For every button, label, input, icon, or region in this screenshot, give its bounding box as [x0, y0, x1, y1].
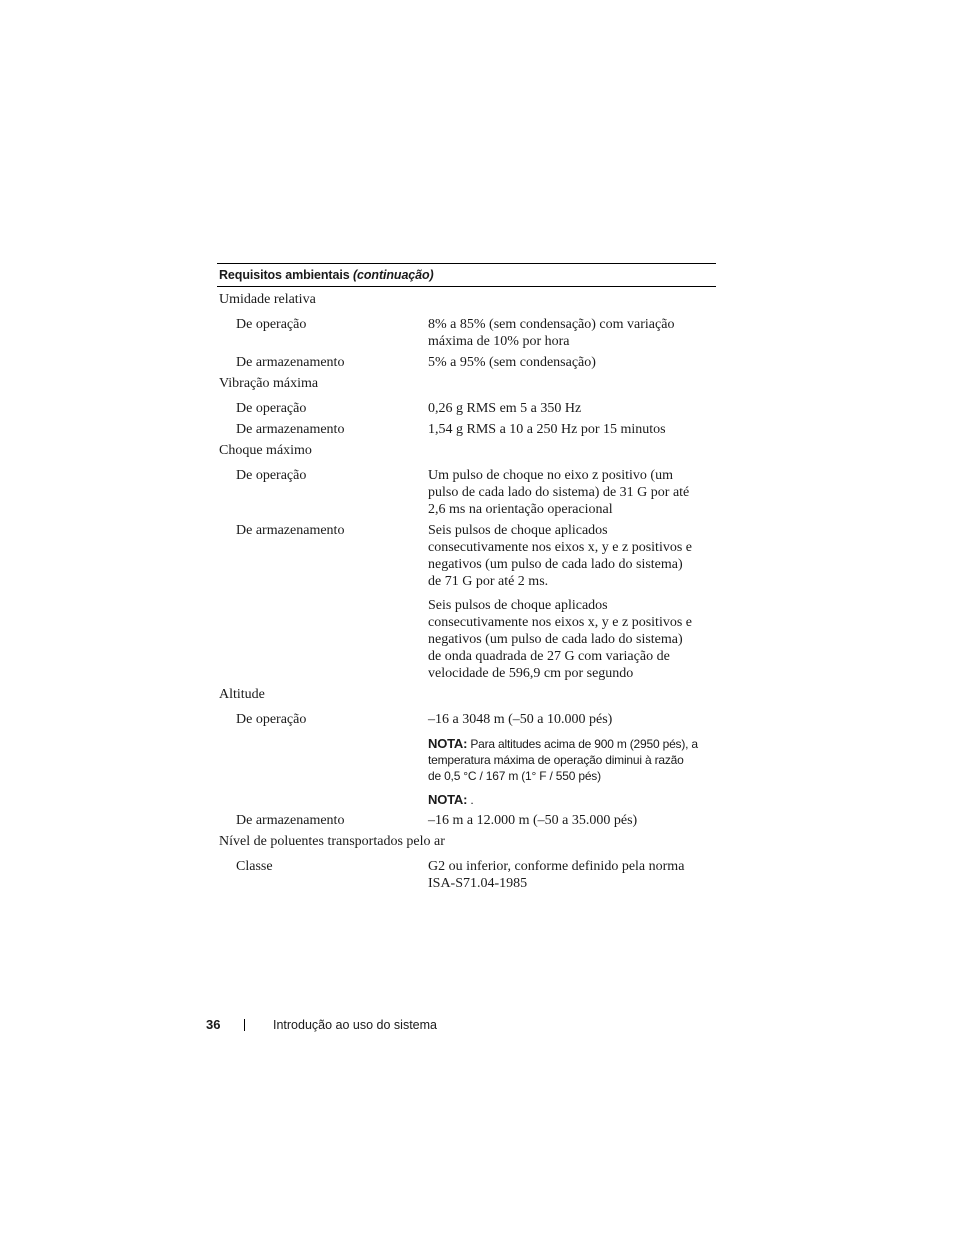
row-value — [428, 354, 698, 371]
value-text: G2 ou inferior, conforme definido pela norma ISA-S71.04-1985 — [428, 859, 685, 891]
table-row — [217, 522, 716, 682]
row-value — [428, 522, 698, 682]
value-text: Seis pulsos de choque aplicados consecutivamente nos eixos x, y e z positivos e negativos (um pulso de cada lado do sistema) de 71 G por até 2 ms. — [428, 523, 692, 589]
row-label: De operação — [236, 468, 307, 483]
value-text: –16 m a 12.000 m (–50 a 35.000 pés) — [428, 813, 638, 828]
value-text: Um pulso de choque no eixo z positivo (um pulso de cada lado do sistema) de 31 G por até 2,6 ms na orientação operacional — [428, 468, 690, 517]
category-airborne-contaminants: Nível de poluentes transportados pelo ar — [219, 834, 445, 849]
category-altitude: Altitude — [219, 687, 265, 702]
table-body — [217, 291, 716, 892]
value-text: –16 a 3048 m (–50 a 10.000 pés) — [428, 712, 613, 727]
row-label: De operação — [236, 401, 307, 416]
footer-divider — [244, 1019, 245, 1031]
row-value — [428, 400, 698, 417]
row-label: De armazenamento — [236, 355, 345, 370]
row-value — [428, 711, 698, 808]
row-label: Classe — [236, 859, 273, 874]
table-row — [217, 421, 716, 438]
row-value — [428, 858, 698, 892]
value-text: Seis pulsos de choque aplicados consecutivamente nos eixos x, y e z positivos e negativos (um pulso de cada lado do sistema) de onda quadrada de 27 G com variação de velocidade de 596,9 cm por segundo — [428, 598, 692, 681]
row-value — [428, 421, 698, 438]
note-label: NOTA: — [428, 736, 468, 751]
value-text: 5% a 95% (sem condensação) — [428, 355, 596, 370]
row-value — [428, 812, 698, 829]
table-row — [217, 467, 716, 518]
table-row — [217, 711, 716, 808]
row-value — [428, 316, 698, 350]
note — [428, 792, 698, 808]
note-label: NOTA: — [428, 792, 468, 807]
table-row — [217, 354, 716, 371]
note — [428, 736, 698, 784]
page-footer — [206, 1016, 437, 1034]
row-label: De armazenamento — [236, 422, 345, 437]
category-max-shock: Choque máximo — [219, 443, 312, 458]
environmental-requirements-table — [217, 263, 716, 892]
value-text: 0,26 g RMS em 5 a 350 Hz — [428, 401, 582, 416]
page-number: 36 — [206, 1017, 221, 1032]
table-row — [217, 812, 716, 829]
value-text: 8% a 85% (sem condensação) com variação máxima de 10% por hora — [428, 317, 675, 349]
note-text: Para altitudes acima de 900 m (2950 pés), a temperatura máxima de operação diminui à razão de 0,5 °C / 167 m (1° F / 550 pés) — [428, 737, 698, 783]
category-max-vibration: Vibração máxima — [219, 376, 319, 391]
table-row — [217, 858, 716, 892]
category-relative-humidity: Umidade relativa — [219, 292, 316, 307]
value-text: 1,54 g RMS a 10 a 250 Hz por 15 minutos — [428, 422, 666, 437]
row-label: De operação — [236, 317, 307, 332]
note-text: . — [470, 793, 474, 807]
table-title: Requisitos ambientais — [219, 268, 350, 282]
footer-section-title: Introdução ao uso do sistema — [273, 1018, 437, 1032]
row-label: De operação — [236, 712, 307, 727]
row-label: De armazenamento — [236, 813, 345, 828]
table-title-suffix: (continuação) — [352, 268, 434, 282]
table-header — [217, 263, 716, 287]
row-value — [428, 467, 698, 518]
row-label: De armazenamento — [236, 523, 345, 538]
table-row — [217, 400, 716, 417]
table-row — [217, 316, 716, 350]
